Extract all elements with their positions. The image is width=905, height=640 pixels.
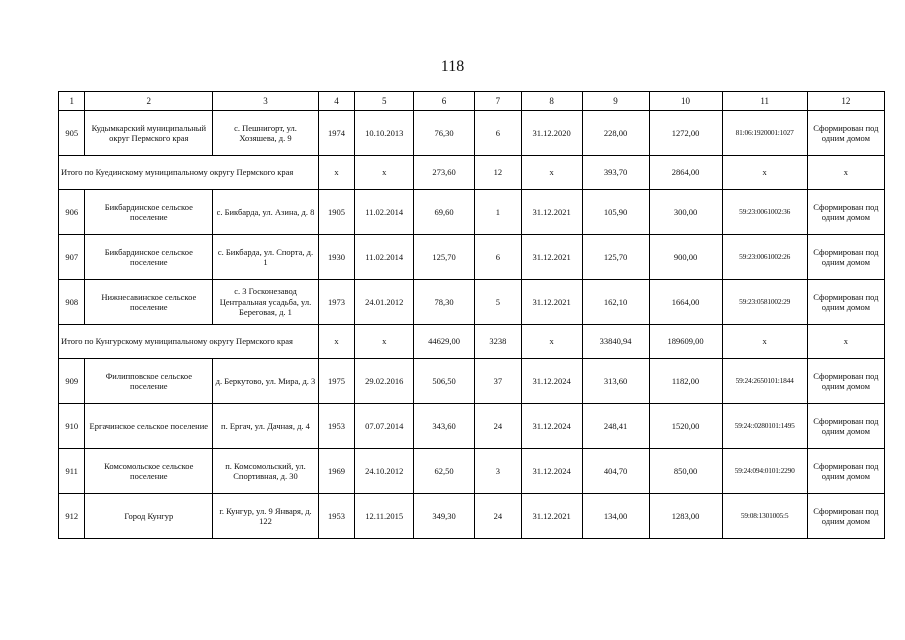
table-cell: 1975 xyxy=(318,359,355,404)
table-row xyxy=(59,111,885,156)
table-cell: 59:24::0280101:1495 xyxy=(722,404,807,449)
table-cell: 24 xyxy=(474,494,521,539)
table-cell: Сформирован под одним домом xyxy=(807,359,884,404)
table-cell: 228,00 xyxy=(582,111,649,156)
table-cell: 105,90 xyxy=(582,190,649,235)
subtotal-cell: 12 xyxy=(474,156,521,190)
table-cell: 1974 xyxy=(318,111,355,156)
table-cell: 850,00 xyxy=(649,449,722,494)
table-cell: Сформирован под одним домом xyxy=(807,235,884,280)
table-cell: 910 xyxy=(59,404,85,449)
table-cell: 134,00 xyxy=(582,494,649,539)
table-cell: 76,30 xyxy=(414,111,475,156)
table-cell: 31.12.2024 xyxy=(521,359,582,404)
table-row xyxy=(59,190,885,235)
table-cell: 6 xyxy=(474,235,521,280)
table-row xyxy=(59,404,885,449)
table-cell: 1664,00 xyxy=(649,280,722,325)
subtotal-row xyxy=(59,156,885,190)
table-cell: Ергачинское сельское поселение xyxy=(85,404,213,449)
subtotal-cell: 189609,00 xyxy=(649,325,722,359)
table-cell: 300,00 xyxy=(649,190,722,235)
subtotal-label: Итого по Куединскому муниципальному округу Пермского края xyxy=(59,156,319,190)
subtotal-cell: x xyxy=(807,156,884,190)
table-cell: 1930 xyxy=(318,235,355,280)
table-cell: 1182,00 xyxy=(649,359,722,404)
table-row xyxy=(59,449,885,494)
subtotal-cell: x xyxy=(318,325,355,359)
table-cell: 905 xyxy=(59,111,85,156)
table-cell: 900,00 xyxy=(649,235,722,280)
table-cell: с. Бикбарда, ул. Азина, д. 8 xyxy=(213,190,319,235)
table-cell: с. 3 Госконезавод Центральная усадьба, ул. Береговая, д. 1 xyxy=(213,280,319,325)
table-row xyxy=(59,359,885,404)
table-cell: 31.12.2024 xyxy=(521,449,582,494)
table-cell: Сформирован под одним домом xyxy=(807,190,884,235)
table-cell: 59:08:1301005:5 xyxy=(722,494,807,539)
table-cell: Филипповское сельское поселение xyxy=(85,359,213,404)
column-header: 12 xyxy=(807,92,884,111)
column-header: 11 xyxy=(722,92,807,111)
table-cell: 1905 xyxy=(318,190,355,235)
column-header: 5 xyxy=(355,92,414,111)
table-cell: 907 xyxy=(59,235,85,280)
table-cell: 1969 xyxy=(318,449,355,494)
subtotal-cell: x xyxy=(521,325,582,359)
subtotal-label: Итого по Кунгурскому муниципальному округу Пермского края xyxy=(59,325,319,359)
table-cell: п. Ергач, ул. Дачная, д. 4 xyxy=(213,404,319,449)
subtotal-cell: x xyxy=(722,325,807,359)
table-cell: 59:24:094:0101:2290 xyxy=(722,449,807,494)
table-cell: 31.12.2021 xyxy=(521,235,582,280)
table-cell: с. Пешнигорт, ул. Хозяшева, д. 9 xyxy=(213,111,319,156)
table-cell: 1953 xyxy=(318,494,355,539)
table-cell: 343,60 xyxy=(414,404,475,449)
subtotal-cell: x xyxy=(722,156,807,190)
table-cell: 5 xyxy=(474,280,521,325)
subtotal-cell: x xyxy=(355,156,414,190)
table-cell: 248,41 xyxy=(582,404,649,449)
subtotal-cell: x xyxy=(355,325,414,359)
subtotal-cell: 393,70 xyxy=(582,156,649,190)
table-header-row xyxy=(59,92,885,111)
table-cell: 59:23:0581002:29 xyxy=(722,280,807,325)
table-cell: п. Комсомольский, ул. Спортивная, д. 30 xyxy=(213,449,319,494)
table-cell: 1283,00 xyxy=(649,494,722,539)
table-cell: Кудымкарский муниципальный округ Пермского края xyxy=(85,111,213,156)
subtotal-row xyxy=(59,325,885,359)
table-cell: 31.12.2021 xyxy=(521,190,582,235)
table-cell: Комсомольское сельское поселение xyxy=(85,449,213,494)
table-cell: 506,50 xyxy=(414,359,475,404)
table-cell: Бикбардинское сельское поселение xyxy=(85,190,213,235)
subtotal-cell: 3238 xyxy=(474,325,521,359)
table-cell: г. Кунгур, ул. 9 Января, д. 122 xyxy=(213,494,319,539)
table-cell: 31.12.2020 xyxy=(521,111,582,156)
table-cell: 125,70 xyxy=(414,235,475,280)
table-cell: 349,30 xyxy=(414,494,475,539)
table-cell: Бикбардинское сельское поселение xyxy=(85,235,213,280)
column-header: 7 xyxy=(474,92,521,111)
table-cell: Сформирован под одним домом xyxy=(807,111,884,156)
table-cell: 1973 xyxy=(318,280,355,325)
table-cell: Сформирован под одним домом xyxy=(807,449,884,494)
table-cell: 24.10.2012 xyxy=(355,449,414,494)
table-cell: 24 xyxy=(474,404,521,449)
table-cell: 31.12.2024 xyxy=(521,404,582,449)
table-cell: 906 xyxy=(59,190,85,235)
table-cell: 78,30 xyxy=(414,280,475,325)
table-cell: 12.11.2015 xyxy=(355,494,414,539)
column-header: 2 xyxy=(85,92,213,111)
page-number: 118 xyxy=(440,58,465,75)
table-cell: 11.02.2014 xyxy=(355,235,414,280)
table-cell: Нижнесавинское сельское поселение xyxy=(85,280,213,325)
table-cell: 69,60 xyxy=(414,190,475,235)
column-header: 4 xyxy=(318,92,355,111)
table-cell: 81:06:1920001:1027 xyxy=(722,111,807,156)
column-header: 3 xyxy=(213,92,319,111)
subtotal-cell: x xyxy=(318,156,355,190)
table-cell: 31.12.2021 xyxy=(521,280,582,325)
table-cell: 59:23:0061002:26 xyxy=(722,235,807,280)
table-cell: 1520,00 xyxy=(649,404,722,449)
table-row xyxy=(59,235,885,280)
registry-table-body xyxy=(59,92,885,539)
registry-table xyxy=(58,91,885,539)
table-cell: 3 xyxy=(474,449,521,494)
table-cell: 125,70 xyxy=(582,235,649,280)
table-cell: 24.01.2012 xyxy=(355,280,414,325)
table-cell: 59:24:2650101:1844 xyxy=(722,359,807,404)
column-header: 9 xyxy=(582,92,649,111)
subtotal-cell: x xyxy=(807,325,884,359)
column-header: 8 xyxy=(521,92,582,111)
table-cell: 404,70 xyxy=(582,449,649,494)
table-cell: 62,50 xyxy=(414,449,475,494)
table-cell: Город Кунгур xyxy=(85,494,213,539)
table-cell: 1 xyxy=(474,190,521,235)
table-cell: Сформирован под одним домом xyxy=(807,404,884,449)
table-cell: 29.02.2016 xyxy=(355,359,414,404)
column-header: 10 xyxy=(649,92,722,111)
table-cell: 912 xyxy=(59,494,85,539)
table-cell: Сформирован под одним домом xyxy=(807,280,884,325)
subtotal-cell: 44629,00 xyxy=(414,325,475,359)
table-cell: 909 xyxy=(59,359,85,404)
table-cell: 11.02.2014 xyxy=(355,190,414,235)
table-cell: 07.07.2014 xyxy=(355,404,414,449)
subtotal-cell: x xyxy=(521,156,582,190)
column-header: 6 xyxy=(414,92,475,111)
table-cell: 908 xyxy=(59,280,85,325)
subtotal-cell: 2864,00 xyxy=(649,156,722,190)
table-cell: 313,60 xyxy=(582,359,649,404)
column-header: 1 xyxy=(59,92,85,111)
table-cell: с. Бикбарда, ул. Спорта, д. 1 xyxy=(213,235,319,280)
table-row xyxy=(59,280,885,325)
table-cell: 911 xyxy=(59,449,85,494)
table-row xyxy=(59,494,885,539)
table-cell: 10.10.2013 xyxy=(355,111,414,156)
table-cell: д. Беркутово, ул. Мира, д. 3 xyxy=(213,359,319,404)
table-cell: Сформирован под одним домом xyxy=(807,494,884,539)
table-cell: 31.12.2021 xyxy=(521,494,582,539)
table-cell: 162,10 xyxy=(582,280,649,325)
subtotal-cell: 273,60 xyxy=(414,156,475,190)
table-cell: 1272,00 xyxy=(649,111,722,156)
subtotal-cell: 33840,94 xyxy=(582,325,649,359)
table-cell: 6 xyxy=(474,111,521,156)
table-cell: 1953 xyxy=(318,404,355,449)
table-cell: 37 xyxy=(474,359,521,404)
table-cell: 59:23:0061002:36 xyxy=(722,190,807,235)
